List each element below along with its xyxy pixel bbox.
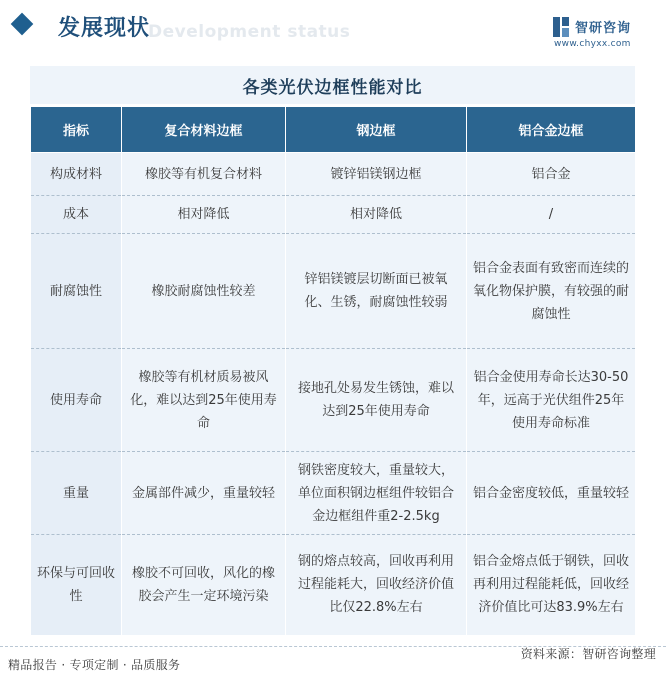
table-row (31, 153, 636, 196)
table-row (31, 234, 636, 349)
row-indicator: 重量 (31, 452, 122, 535)
cell-steel: 镀锌铝镁钢边框 (286, 153, 467, 196)
brand-logo (552, 14, 652, 50)
cell-aluminum: 铝合金使用寿命长达30-50年，远高于光伏组件25年使用寿命标准 (467, 349, 636, 452)
cell-steel: 钢的熔点较高，回收再利用过程能耗大，回收经济价值比仅22.8%左右 (286, 535, 467, 635)
cell-aluminum: / (467, 196, 636, 234)
comparison-panel (30, 66, 635, 634)
page-header (0, 0, 666, 62)
header-composite-frame: 复合材料边框 (122, 107, 286, 153)
table-header-row (31, 107, 636, 153)
row-indicator: 构成材料 (31, 153, 122, 196)
table-title: 各类光伏边框性能对比 (30, 66, 635, 106)
header-indicator: 指标 (31, 107, 122, 153)
cell-composite: 橡胶不可回收，风化的橡胶会产生一定环境污染 (122, 535, 286, 635)
footer-tagline: 精品报告 · 专项定制 · 品质服务 (8, 658, 181, 672)
row-indicator: 成本 (31, 196, 122, 234)
row-indicator: 环保与可回收性 (31, 535, 122, 635)
comparison-table (30, 106, 636, 635)
header-subtitle: Development status (148, 22, 351, 42)
cell-composite: 橡胶等有机材质易被风化，难以达到25年使用寿命 (122, 349, 286, 452)
header-steel-frame: 钢边框 (286, 107, 467, 153)
cell-composite: 相对降低 (122, 196, 286, 234)
diamond-icon (11, 13, 34, 36)
cell-aluminum: 铝合金熔点低于钢铁，回收再利用过程能耗低，回收经济价值比可达83.9%左右 (467, 535, 636, 635)
table-row (31, 196, 636, 234)
table-row (31, 452, 636, 535)
cell-aluminum: 铝合金 (467, 153, 636, 196)
cell-steel: 相对降低 (286, 196, 467, 234)
brand-name: 智研咨询 (575, 21, 632, 36)
page-title: 发展现状 (58, 16, 151, 41)
cell-steel: 接地孔处易发生锈蚀，难以达到25年使用寿命 (286, 349, 467, 452)
footer-source: 资料来源：智研咨询整理 (520, 647, 656, 661)
cell-composite: 橡胶耐腐蚀性较差 (122, 234, 286, 349)
header-aluminum-frame: 铝合金边框 (467, 107, 636, 153)
table-row (31, 349, 636, 452)
cell-aluminum: 铝合金表面有致密而连续的氧化物保护膜，有较强的耐腐蚀性 (467, 234, 636, 349)
table-row (31, 535, 636, 635)
cell-composite: 金属部件减少，重量较轻 (122, 452, 286, 535)
brand-url: www.chyxx.com (554, 39, 631, 49)
cell-aluminum: 铝合金密度较低，重量较轻 (467, 452, 636, 535)
row-indicator: 使用寿命 (31, 349, 122, 452)
cell-steel: 锌铝镁镀层切断面已被氧化、生锈，耐腐蚀性较弱 (286, 234, 467, 349)
row-indicator: 耐腐蚀性 (31, 234, 122, 349)
cell-steel: 钢铁密度较大，重量较大，单位面积钢边框组件较铝合金边框组件重2-2.5kg (286, 452, 467, 535)
brand-icon (552, 16, 570, 38)
cell-composite: 橡胶等有机复合材料 (122, 153, 286, 196)
